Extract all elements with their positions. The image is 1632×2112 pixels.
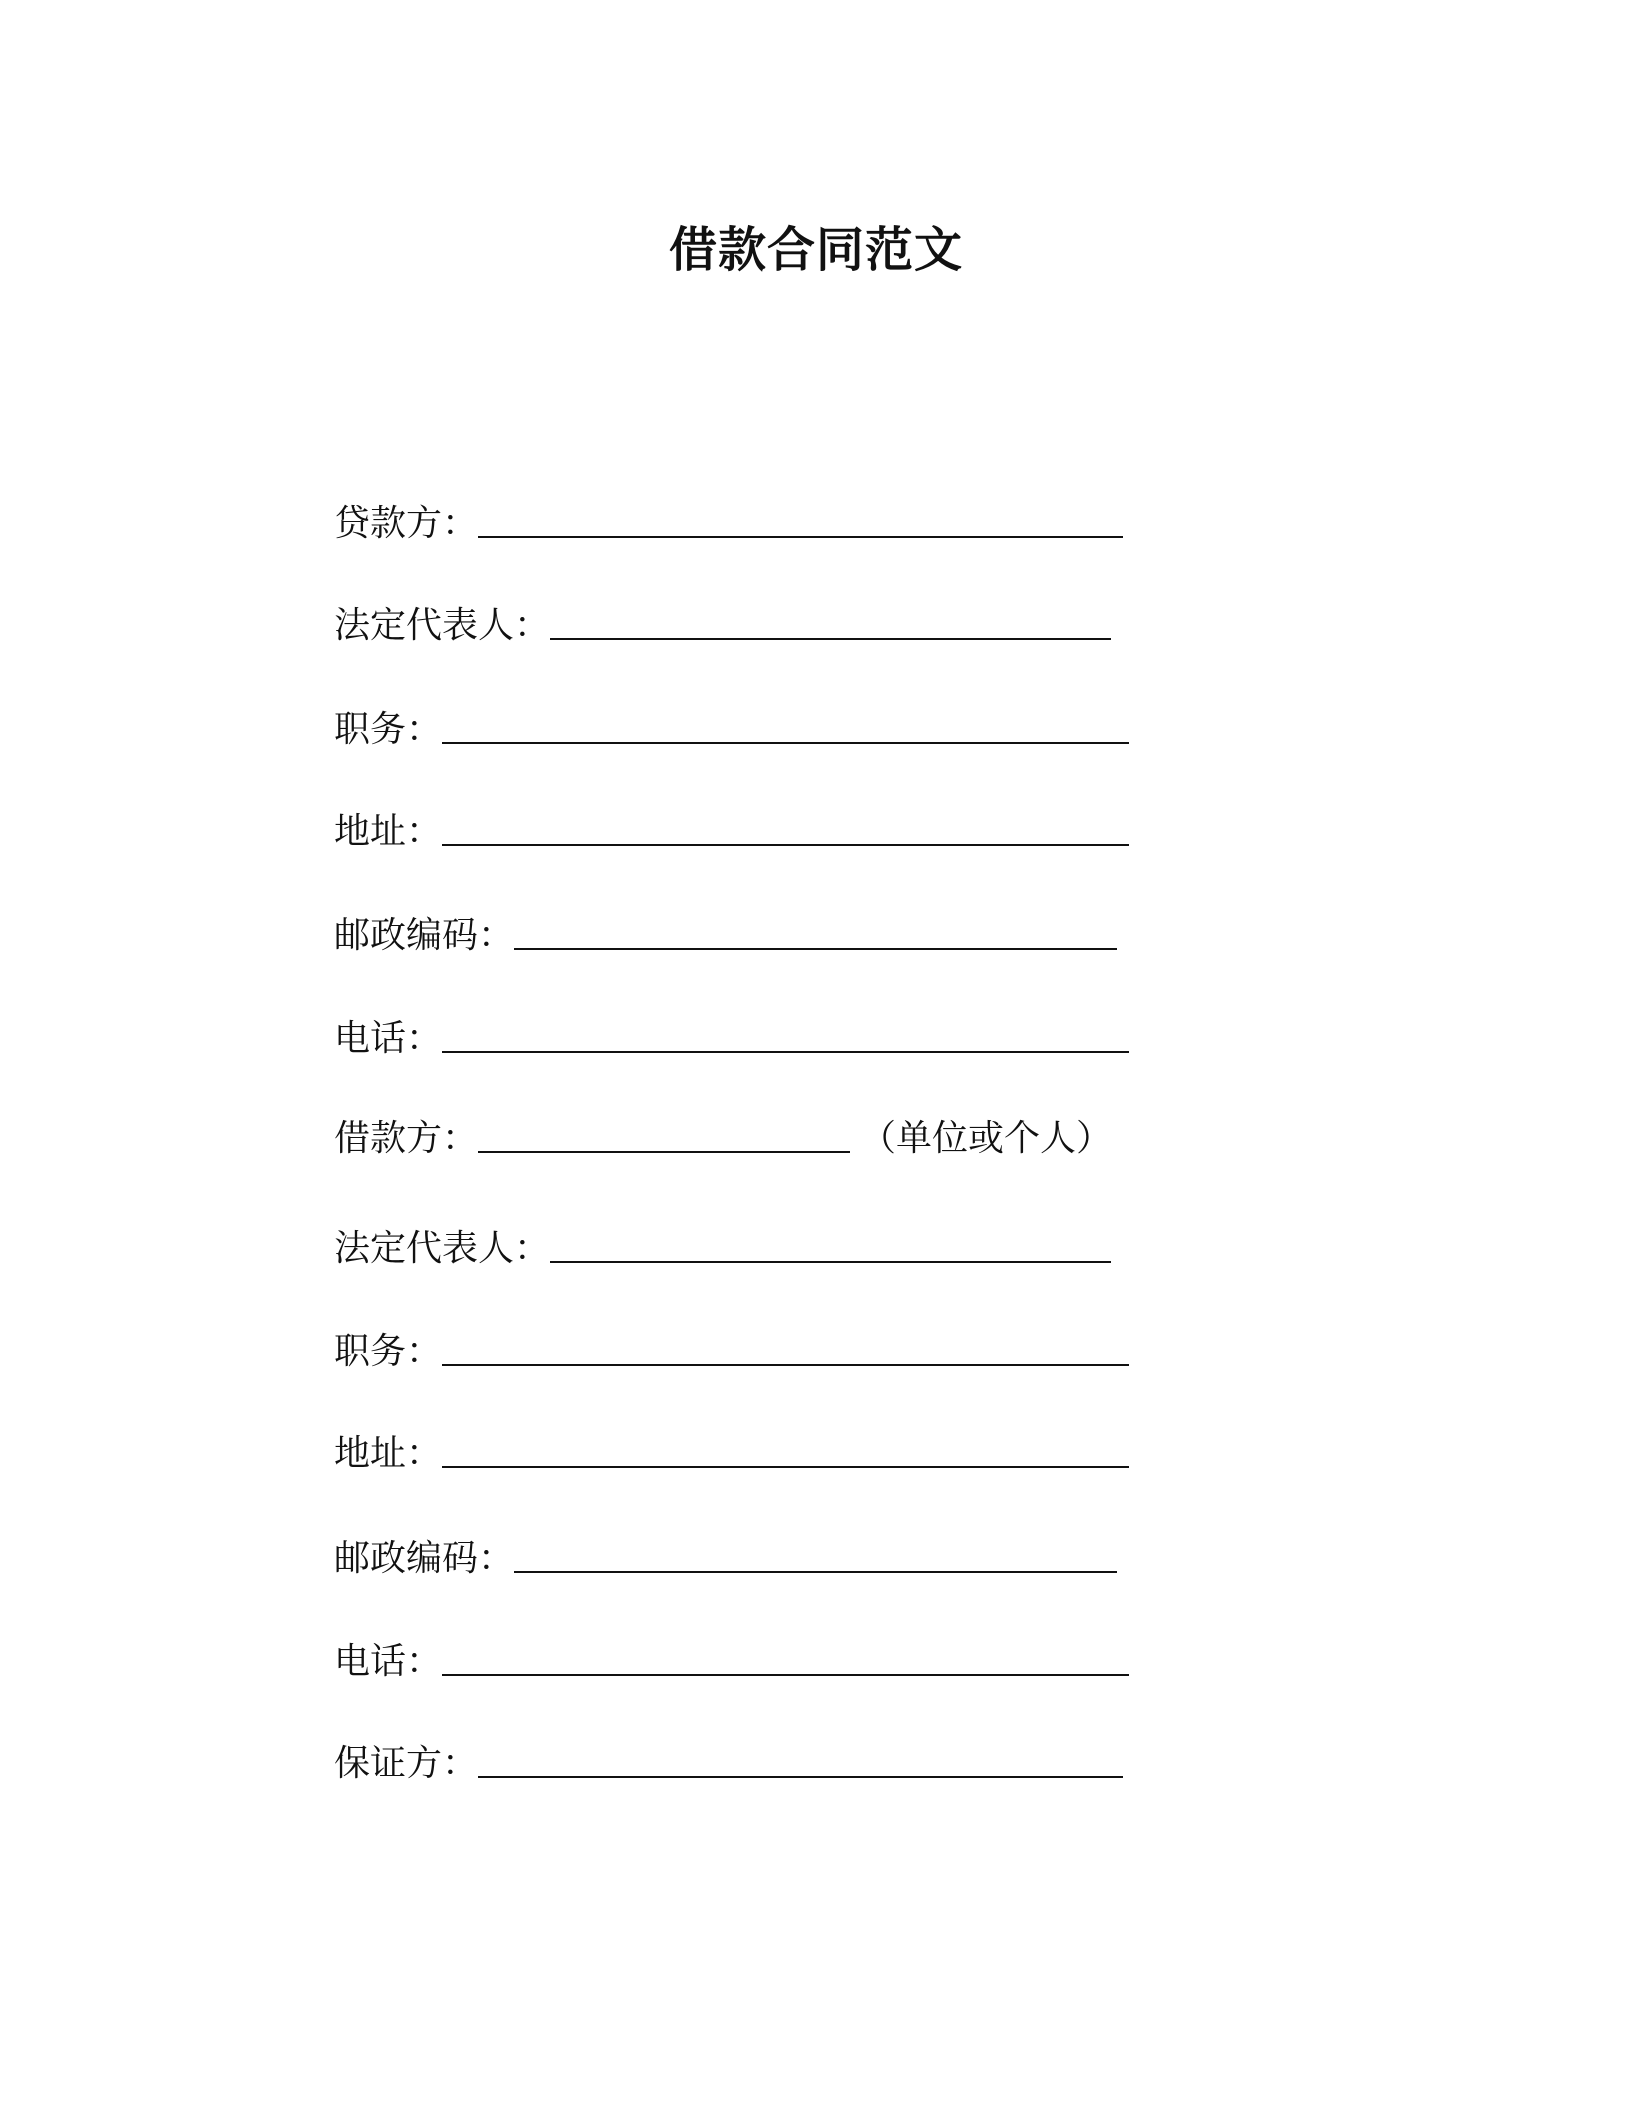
field-label: 借款方：: [334, 1118, 479, 1159]
field-label: 贷款方：: [334, 503, 479, 544]
field-borrower-postcode: [334, 1533, 1117, 1585]
field-label: 电话：: [334, 1641, 443, 1682]
blank-line[interactable]: [442, 1436, 1129, 1468]
blank-line[interactable]: [514, 918, 1117, 950]
blank-line[interactable]: [442, 1334, 1129, 1366]
field-lender-address: [334, 806, 1129, 858]
field-label: 邮政编码：: [334, 1538, 515, 1579]
document-title: 借款合同范文: [668, 222, 963, 278]
field-label: 电话：: [334, 1018, 443, 1059]
blank-line[interactable]: [478, 506, 1123, 538]
field-label: 地址：: [334, 1433, 443, 1474]
field-label: 保证方：: [334, 1743, 479, 1784]
field-lender-position: [334, 704, 1129, 756]
blank-line[interactable]: [478, 1746, 1123, 1778]
blank-line[interactable]: [442, 1644, 1129, 1676]
blank-line[interactable]: [442, 1021, 1129, 1053]
field-lender-legal-rep: [334, 600, 1111, 652]
field-label: 法定代表人：: [334, 605, 551, 646]
field-borrower-address: [334, 1428, 1129, 1480]
field-lender-postcode: [334, 910, 1117, 962]
field-borrower-position: [334, 1326, 1129, 1378]
field-lender-phone: [334, 1013, 1129, 1065]
field-label: 地址：: [334, 811, 443, 852]
field-borrower: [334, 1113, 1112, 1165]
blank-line[interactable]: [442, 814, 1129, 846]
field-note: （单位或个人）: [860, 1118, 1113, 1159]
field-borrower-legal-rep: [334, 1223, 1111, 1275]
blank-line[interactable]: [550, 1231, 1111, 1263]
blank-line[interactable]: [442, 712, 1129, 744]
field-label: 邮政编码：: [334, 915, 515, 956]
field-label: 职务：: [334, 1331, 443, 1372]
field-lender: [334, 498, 1123, 550]
blank-line[interactable]: [478, 1121, 850, 1153]
field-label: 职务：: [334, 709, 443, 750]
blank-line[interactable]: [514, 1541, 1117, 1573]
field-label: 法定代表人：: [334, 1228, 551, 1269]
blank-line[interactable]: [550, 608, 1111, 640]
field-borrower-phone: [334, 1636, 1129, 1688]
field-guarantor: [334, 1738, 1123, 1790]
